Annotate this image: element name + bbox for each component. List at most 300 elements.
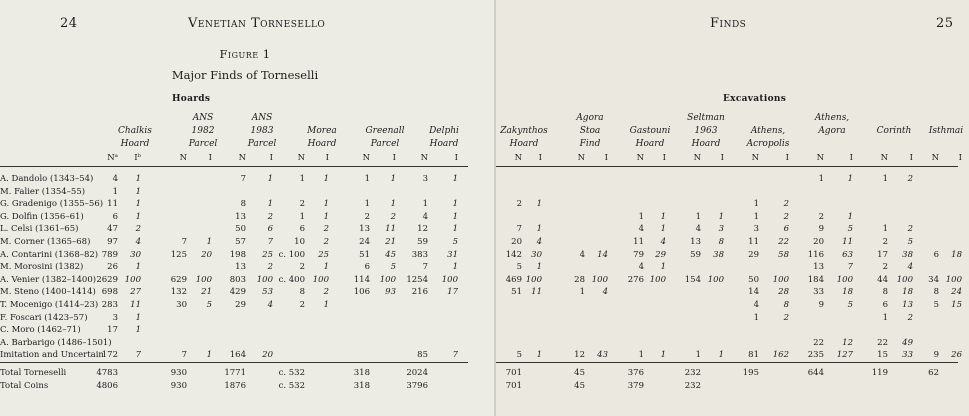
excavation-col-head: Acropolis — [746, 139, 790, 149]
total-cell: 701 — [505, 368, 522, 378]
total-label: Total Torneselli — [0, 368, 67, 378]
table-cell: 30 — [130, 249, 141, 260]
hoard-col-sub: I — [208, 153, 212, 163]
excavation-col-sub: I — [849, 153, 853, 163]
hoard-col-sub: I — [269, 153, 273, 163]
table-cell: 100 — [256, 274, 273, 285]
table-cell: 2 — [323, 224, 329, 235]
table-cell: 789 — [101, 249, 118, 260]
table-cell: 27 — [130, 287, 141, 298]
table-cell: 15 — [877, 350, 888, 361]
table-cell: 4 — [753, 300, 759, 310]
table-cell: 1 — [638, 350, 644, 361]
table-cell: 20 — [201, 249, 212, 260]
hoard-col-head: Parcel — [188, 139, 218, 149]
table-cell: 1 — [390, 174, 396, 184]
table-cell: 1 — [135, 325, 141, 336]
table-cell: 20 — [511, 237, 522, 247]
hoard-col-sub: N — [179, 153, 187, 163]
table-cell: 13 — [235, 211, 246, 222]
ruler-label: A. Barbarigo (1486–1501) — [0, 337, 112, 348]
table-cell: 2 — [516, 199, 522, 210]
table-cell: 1 — [882, 312, 888, 323]
table-cell: 162 — [772, 350, 789, 361]
excavation-col-head: Isthmai — [928, 126, 964, 136]
table-cell: 106 — [353, 287, 370, 298]
ruler-label: Imitation and Uncertain — [0, 350, 104, 361]
ruler-label: L. Celsi (1361–65) — [0, 224, 79, 235]
table-cell: 100 — [441, 274, 458, 285]
excavation-col-head: Agora — [818, 126, 846, 136]
table-cell: 21 — [385, 237, 396, 247]
hoard-col-head: Hoard — [429, 139, 459, 149]
total-cell: 318 — [353, 381, 370, 391]
total-cell: 45 — [574, 368, 585, 378]
table-cell: 1 — [135, 262, 141, 273]
table-cell: 629 — [170, 274, 187, 285]
table-cell: 6 — [364, 262, 370, 273]
table-cell: 28 — [778, 287, 789, 298]
table-cell: 29 — [748, 249, 759, 260]
table-cell: 4 — [660, 237, 666, 247]
table-cell: 6 — [267, 224, 273, 235]
table-cell: 154 — [684, 274, 701, 285]
table-cell: 6 — [112, 211, 118, 222]
hoard-col-sub: N — [420, 153, 428, 163]
table-cell: 2 — [299, 262, 305, 273]
total-cell: 232 — [684, 381, 701, 391]
table-cell: 13 — [235, 262, 246, 273]
table-cell: 5 — [452, 237, 458, 247]
table-cell: 7 — [181, 237, 187, 247]
table-cell: 7 — [847, 262, 853, 273]
table-cell: 47 — [107, 224, 118, 235]
excavation-col-sub: I — [785, 153, 789, 163]
table-cell: 2 — [882, 237, 888, 247]
table-cell: 1 — [660, 211, 666, 222]
table-cell: 1 — [847, 211, 853, 222]
table-cell: 17 — [107, 325, 118, 336]
table-cell: 5 — [390, 262, 396, 273]
table-cell: 2 — [299, 199, 305, 210]
table-rule-bottom — [496, 362, 958, 363]
total-cell: 644 — [807, 368, 824, 378]
excavation-col-sub: I — [958, 153, 962, 163]
table-cell: 803 — [229, 274, 246, 285]
table-cell: 26 — [107, 262, 118, 273]
figure-title: Major Finds of Torneselli — [171, 68, 319, 82]
table-cell: 11 — [633, 237, 644, 247]
table-cell: 1 — [267, 174, 273, 184]
table-cell: 13 — [359, 224, 370, 235]
excavation-col-head: 1963 — [694, 126, 718, 136]
table-cell: 100 — [707, 274, 724, 285]
section-head-excavations: Excavations — [723, 94, 787, 104]
table-cell: 1 — [753, 312, 759, 323]
table-rule-top — [0, 166, 468, 167]
ruler-label: G. Gradenigo (1355–56) — [0, 199, 104, 210]
excavation-col-sub: N — [514, 153, 522, 163]
table-cell: 172 — [101, 350, 118, 361]
hoard-col-sub: I — [392, 153, 396, 163]
table-cell: 6 — [882, 300, 888, 310]
hoard-col-sub: N — [362, 153, 370, 163]
table-cell: 2 — [783, 312, 789, 323]
table-cell: 33 — [813, 287, 824, 298]
excavation-col-head: Agora — [576, 113, 604, 123]
table-cell: 2 — [907, 312, 913, 323]
hoard-col-head: 1983 — [250, 126, 274, 136]
table-cell: 11 — [531, 287, 542, 298]
ruler-label: M. Falier (1354–55) — [0, 186, 86, 197]
running-head-left: Venetian Tornesello — [188, 16, 326, 31]
hoard-col-sub: I — [325, 153, 329, 163]
table-cell: 85 — [417, 350, 428, 361]
total-cell: 2024 — [406, 368, 428, 378]
table-cell: 30 — [531, 249, 542, 260]
table-cell: 8 — [783, 300, 789, 310]
table-cell: 1 — [364, 174, 370, 184]
ruler-label: A. Dandolo (1343–54) — [0, 174, 94, 184]
excavation-col-sub: N — [693, 153, 701, 163]
table-cell: 17 — [447, 287, 458, 298]
table-cell: 4 — [579, 249, 585, 260]
table-cell: 1 — [206, 350, 212, 361]
table-cell: 100 — [649, 274, 666, 285]
table-cell: 11 — [130, 300, 141, 310]
table-cell: 114 — [353, 274, 370, 285]
table-cell: 22 — [778, 237, 789, 247]
table-cell: 51 — [511, 287, 522, 298]
table-cell: 3 — [422, 174, 428, 184]
excavation-col-head: Hoard — [635, 139, 665, 149]
table-cell: 1 — [112, 186, 118, 197]
total-cell: 62 — [928, 368, 939, 378]
table-rule-top — [496, 166, 958, 167]
table-cell: 235 — [807, 350, 824, 361]
hoard-col-head: Parcel — [247, 139, 277, 149]
hoard-col-head: Chalkis — [118, 126, 152, 136]
section-head-hoards: Hoards — [172, 94, 211, 104]
table-cell: 1 — [452, 211, 458, 222]
table-cell: 1 — [638, 211, 644, 222]
table-cell: 100 — [379, 274, 396, 285]
table-cell: 1 — [323, 199, 329, 210]
table-cell: 1 — [299, 211, 305, 222]
table-cell: 1 — [364, 199, 370, 210]
table-cell: 97 — [107, 237, 118, 247]
table-cell: 4 — [638, 262, 644, 273]
table-cell: 2 — [818, 211, 824, 222]
table-cell: 7 — [452, 350, 458, 361]
table-cell: 1 — [753, 199, 759, 210]
table-cell: 8 — [240, 199, 246, 210]
total-cell: 1771 — [224, 368, 246, 378]
table-cell: 1254 — [406, 274, 428, 285]
table-cell: 1 — [536, 350, 542, 361]
total-cell: 379 — [627, 381, 644, 391]
table-cell: 2 — [907, 224, 913, 235]
table-cell: 4 — [602, 287, 608, 298]
table-cell: 429 — [229, 287, 246, 298]
total-cell: 4806 — [96, 381, 118, 391]
table-cell: 4 — [536, 237, 542, 247]
table-cell: 29 — [235, 300, 246, 310]
table-cell: 5 — [933, 300, 939, 310]
table-cell: 5 — [847, 224, 853, 235]
table-cell: 8 — [299, 287, 305, 298]
table-cell: 1 — [818, 174, 824, 184]
table-cell: 1 — [660, 224, 666, 235]
total-cell: 3796 — [406, 381, 428, 391]
table-cell: 1 — [695, 350, 701, 361]
table-cell: 164 — [229, 350, 246, 361]
total-cell: 232 — [684, 368, 701, 378]
table-cell: 2 — [882, 262, 888, 273]
table-cell: 12 — [574, 350, 585, 361]
hoard-col-sub: I — [454, 153, 458, 163]
table-cell: 1 — [882, 174, 888, 184]
excavation-col-sub: I — [538, 153, 542, 163]
table-cell: 100 — [772, 274, 789, 285]
table-cell: 14 — [597, 249, 608, 260]
table-cell: 216 — [411, 287, 428, 298]
table-cell: 11 — [748, 237, 759, 247]
table-cell: 4 — [267, 300, 273, 310]
table-cell: 9 — [818, 224, 824, 235]
table-cell: 5 — [516, 350, 522, 361]
table-cell: 8 — [718, 237, 724, 247]
table-cell: 11 — [385, 224, 396, 235]
table-cell: 33 — [902, 350, 913, 361]
table-cell: 20 — [262, 350, 273, 361]
table-cell: 13 — [902, 300, 913, 310]
hoard-col-head: Parcel — [370, 139, 400, 149]
table-cell: 7 — [516, 224, 522, 235]
table-cell: 7 — [181, 350, 187, 361]
table-cell: 4 — [422, 211, 428, 222]
table-cell: 1 — [695, 211, 701, 222]
table-cell: 3 — [753, 224, 759, 235]
table-cell: 132 — [170, 287, 187, 298]
running-head-right: Finds — [710, 16, 747, 31]
excavation-col-head: Corinth — [876, 126, 912, 136]
table-cell: 698 — [101, 287, 118, 298]
ruler-label: M. Corner (1365–68) — [0, 237, 91, 247]
table-cell: 24 — [359, 237, 370, 247]
table-cell: 8 — [933, 287, 939, 298]
table-cell: 1 — [135, 199, 141, 210]
table-cell: 1 — [452, 199, 458, 210]
table-cell: 100 — [591, 274, 608, 285]
excavation-col-head: Stoa — [579, 126, 601, 136]
table-cell: 13 — [813, 262, 824, 273]
total-cell: 930 — [170, 368, 187, 378]
hoard-col-head: ANS — [192, 113, 214, 123]
table-cell: 12 — [417, 224, 428, 235]
table-cell: 18 — [842, 287, 853, 298]
table-cell: 276 — [627, 274, 644, 285]
table-cell: 31 — [447, 249, 458, 260]
table-cell: 17 — [877, 249, 888, 260]
hoard-col-sub: Nᵃ — [107, 153, 118, 163]
table-cell: 2 — [390, 211, 396, 222]
excavation-col-sub: N — [880, 153, 888, 163]
table-cell: 198 — [229, 249, 246, 260]
table-cell: 469 — [505, 274, 522, 285]
table-cell: 116 — [807, 249, 824, 260]
table-cell: 53 — [262, 287, 273, 298]
table-cell: 26 — [951, 350, 962, 361]
table-cell: 59 — [417, 237, 428, 247]
table-cell: 63 — [842, 249, 853, 260]
total-cell: 195 — [742, 368, 759, 378]
table-cell: 1 — [452, 224, 458, 235]
table-cell: 44 — [877, 274, 888, 285]
table-cell: 5 — [847, 300, 853, 310]
table-cell: 5 — [907, 237, 913, 247]
table-cell: 2 — [323, 237, 329, 247]
hoard-col-sub: N — [238, 153, 246, 163]
table-cell: 5 — [206, 300, 212, 310]
table-cell: 2 — [299, 300, 305, 310]
excavation-col-head: Gastouni — [629, 126, 671, 136]
table-cell: 57 — [235, 237, 246, 247]
excavation-col-sub: N — [816, 153, 824, 163]
table-cell: 9 — [818, 300, 824, 310]
table-cell: 28 — [574, 274, 585, 285]
table-cell: 2 — [783, 199, 789, 210]
table-cell: 59 — [690, 249, 701, 260]
table-cell: 142 — [505, 249, 522, 260]
ruler-label: C. Moro (1462–71) — [0, 325, 81, 336]
total-cell: 701 — [505, 381, 522, 391]
hoard-col-head: ANS — [251, 113, 273, 123]
table-cell: 30 — [176, 300, 187, 310]
table-cell: 24 — [951, 287, 962, 298]
table-cell: 79 — [633, 249, 644, 260]
table-cell: 4 — [695, 224, 701, 235]
table-cell: 1 — [390, 199, 396, 210]
table-cell: 7 — [135, 350, 141, 361]
table-rule-bottom — [0, 362, 468, 363]
total-label: Total Coins — [0, 381, 49, 391]
table-cell: 81 — [748, 350, 759, 361]
table-cell: 49 — [902, 337, 913, 348]
table-cell: 14 — [748, 287, 759, 298]
page-number-right: 25 — [936, 16, 954, 31]
table-cell: 1 — [718, 350, 724, 361]
right-page — [496, 0, 969, 416]
hoard-col-head: Hoard — [120, 139, 150, 149]
ruler-label: M. Steno (1400–1414) — [0, 287, 96, 298]
table-cell: 1 — [452, 262, 458, 273]
table-cell: 100 — [945, 274, 962, 285]
table-cell: 2 — [323, 287, 329, 298]
table-cell: 13 — [690, 237, 701, 247]
total-cell: 930 — [170, 381, 187, 391]
table-cell: 4 — [907, 262, 913, 273]
table-cell: 10 — [294, 237, 305, 247]
ruler-label: G. Dolfin (1356–61) — [0, 211, 84, 222]
total-cell: 318 — [353, 368, 370, 378]
table-cell: 58 — [778, 249, 789, 260]
table-cell: 22 — [813, 337, 824, 348]
table-cell: 25 — [262, 249, 273, 260]
table-cell: 2 — [907, 174, 913, 184]
table-cell: 29 — [655, 249, 666, 260]
table-cell: 50 — [235, 224, 246, 235]
table-cell: 1 — [536, 224, 542, 235]
table-cell: 100 — [312, 274, 329, 285]
excavation-col-sub: N — [931, 153, 939, 163]
table-cell: 4 — [112, 174, 118, 184]
excavation-col-head: Find — [579, 139, 601, 149]
table-cell: 22 — [877, 337, 888, 348]
table-cell: 45 — [385, 249, 396, 260]
table-cell: 100 — [896, 274, 913, 285]
table-cell: 51 — [359, 249, 370, 260]
table-cell: 11 — [842, 237, 853, 247]
ruler-label: A. Venier (1382–1400) — [0, 274, 97, 285]
table-cell: 18 — [951, 249, 962, 260]
table-cell: 1 — [135, 312, 141, 323]
table-cell: 127 — [836, 350, 853, 361]
table-cell: 6 — [299, 224, 305, 235]
table-cell: 1 — [660, 350, 666, 361]
table-cell: 18 — [902, 287, 913, 298]
table-cell: 100 — [124, 274, 141, 285]
table-cell: 1 — [847, 174, 853, 184]
total-cell: c. 532 — [278, 381, 305, 391]
hoard-col-sub: Iᵇ — [134, 153, 141, 163]
total-cell: 119 — [871, 368, 888, 378]
table-cell: 38 — [713, 249, 724, 260]
table-cell: 1 — [135, 186, 141, 197]
table-cell: 50 — [748, 274, 759, 285]
table-cell: 3 — [112, 312, 118, 323]
ruler-label: T. Mocenigo (1414–23) — [0, 300, 99, 310]
page-number-left: 24 — [60, 16, 78, 31]
table-cell: 34 — [928, 274, 939, 285]
table-cell: 21 — [201, 287, 212, 298]
table-cell: 11 — [107, 199, 118, 210]
table-cell: 93 — [385, 287, 396, 298]
excavation-col-sub: I — [662, 153, 666, 163]
table-cell: c. 100 — [278, 249, 305, 260]
table-cell: 38 — [902, 249, 913, 260]
table-cell: 184 — [807, 274, 824, 285]
table-cell: 9 — [933, 350, 939, 361]
excavation-col-sub: N — [751, 153, 759, 163]
ruler-label: M. Morosini (1382) — [0, 262, 84, 273]
table-cell: 2 — [135, 224, 141, 235]
table-cell: 6 — [783, 224, 789, 235]
table-cell: 43 — [597, 350, 608, 361]
table-cell: 1 — [753, 211, 759, 222]
total-cell: c. 532 — [278, 368, 305, 378]
table-cell: 1 — [323, 300, 329, 310]
excavation-col-head: Hoard — [509, 139, 539, 149]
excavation-col-head: Athens, — [814, 113, 850, 123]
table-cell: 2 — [267, 262, 273, 273]
total-cell: 376 — [627, 368, 644, 378]
table-cell: 1 — [323, 211, 329, 222]
ruler-label: A. Contarini (1368–82) — [0, 249, 99, 260]
excavation-col-head: Zakynthos — [500, 126, 548, 136]
table-cell: 4 — [135, 237, 141, 247]
table-cell: 6 — [933, 249, 939, 260]
